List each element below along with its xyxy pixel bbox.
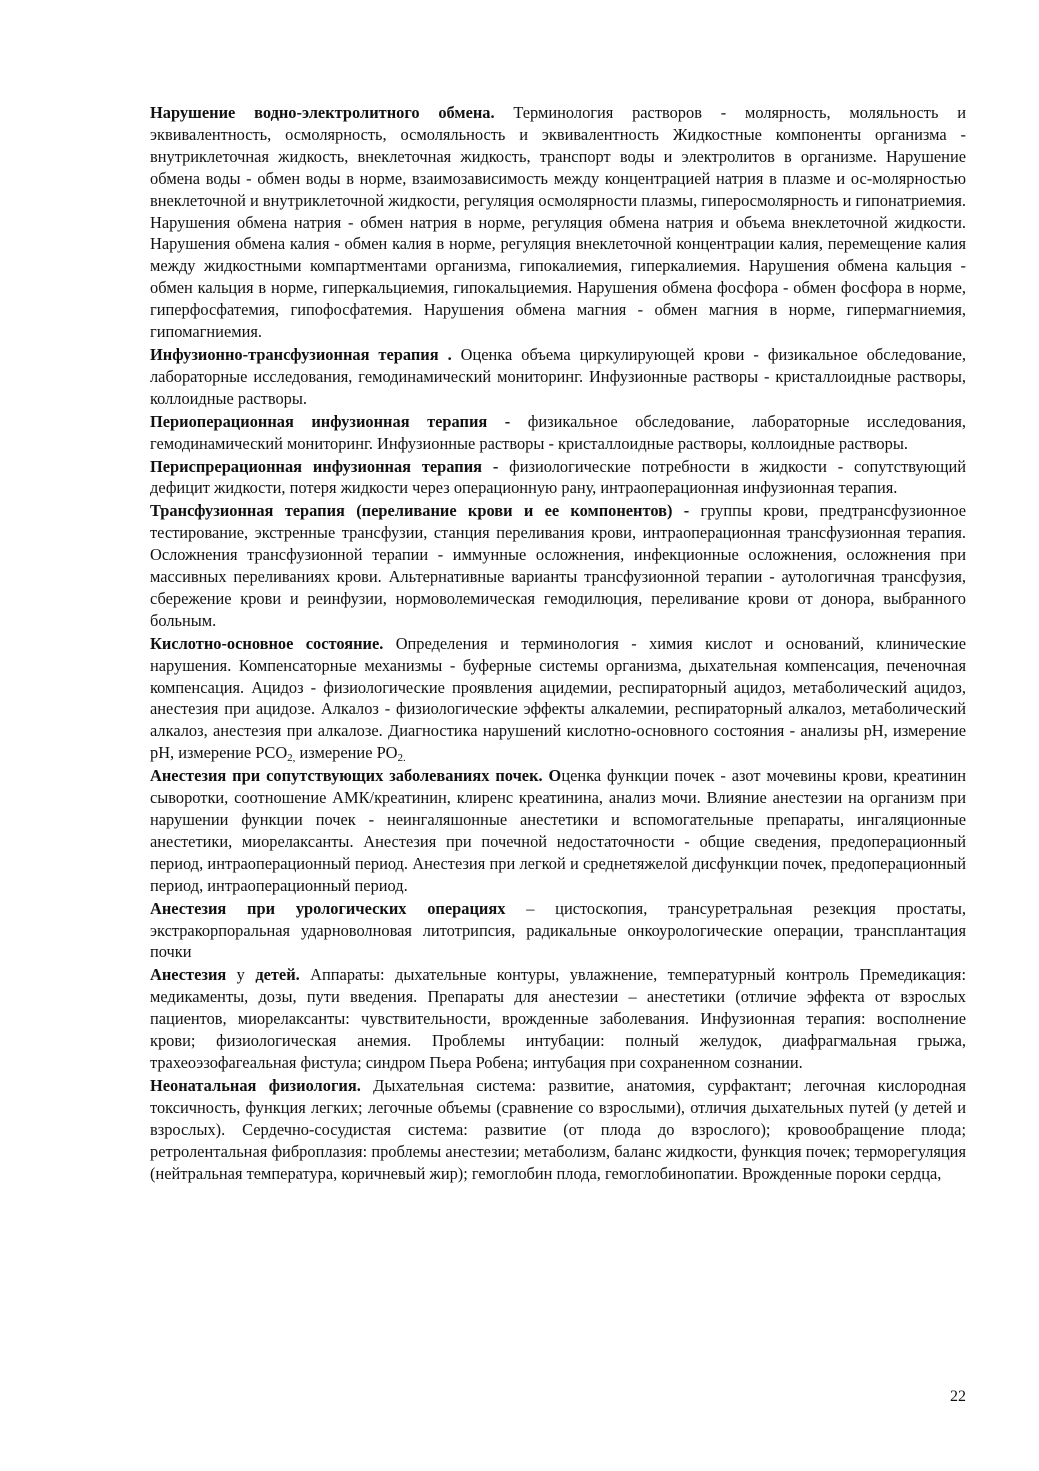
section-title: Неонатальная физиология. bbox=[150, 1075, 361, 1095]
subscript: 2. bbox=[397, 752, 406, 765]
section-text: Оценка объема циркулирующей крови - физикальное обследование, лабораторные исследования, гемодинамический мониторинг. Инфузионные растворы - кристаллоидные растворы, коллоидные растворы. bbox=[150, 344, 966, 408]
section-title: Кислотно-основное состояние. bbox=[150, 633, 384, 653]
page-number: 22 bbox=[950, 1388, 966, 1405]
section-transfusion-therapy bbox=[150, 500, 966, 631]
section-title: Нарушение водно-электролитного обмена. bbox=[150, 103, 495, 122]
section-title: Анестезия при сопутствующих заболеваниях почек. О bbox=[150, 766, 562, 786]
section-text: Аппараты: дыхательные контуры, увлажнение, температурный контроль Премедикация: медикаменты, дозы, пути введения. Препараты для анестезии – анестетики (отличие эффекта от взрослых пациентов, миорелаксанты: чувствительности, врожденные заболевания. Инфузионная терапия: восполнение крови; физиологическая анемия. Проблемы интубации: полный желудок, диафрагмальная грыжа, трахеоэзофагеальная фистула; синдром Пьера Робена; интубация при сохраненном сознании. bbox=[150, 965, 967, 1072]
section-renal-anesthesia bbox=[150, 765, 966, 896]
section-title: детей. bbox=[255, 965, 300, 985]
section-acid-base bbox=[150, 633, 966, 764]
section-text: физиологические потребности в жидкости - сопутствующий дефицит жидкости, потеря жидкости через операционную рану, интраоперационная инфузионная терапия. bbox=[150, 456, 966, 498]
section-text: у bbox=[226, 965, 256, 985]
section-neonatal-physiology bbox=[150, 1075, 966, 1185]
section-text: Определения и терминология - химия кислот и оснований, клинические нарушения. Компенсаторные механизмы - буферные системы организма, дыхательная компенсация, печеночная компенсация. Ацидоз - физиологические проявления ацидемии, респираторный ацидоз, метаболический ацидоз, анестезия при ацидозе. Алкалоз - физиологические эффекты алкалемии, респираторный алкалоз, метаболический алкалоз, анестезия при алкалозе. Диагностика нарушений кислотно-основного состояния - анализы pH, измерение pH, измерение PCO bbox=[150, 633, 966, 763]
section-infusion-transfusion bbox=[150, 344, 966, 410]
section-title: Периоперационная инфузионная терапия - bbox=[150, 411, 511, 431]
section-text: физикальное обследование, лабораторные исследования, гемодинамический мониторинг. Инфузионные растворы - кристаллоидные растворы, коллоидные растворы. bbox=[150, 411, 966, 453]
section-title: Периспрерационная инфузионная терапия - bbox=[150, 456, 499, 476]
section-text: Дыхательная система: развитие, анатомия, сурфактант; легочная кислородная токсичность, функция легких; легочные объемы (сравнение со взрослыми), отличия дыхательных путей (у детей и взрослых). Сердечно-сосудистая система: развитие (от плода до взрослого); кровообращение плода; ретролентальная фиброплазия: проблемы анестезии; метаболизм, баланс жидкости, функция почек; терморегуляция (нейтральная температура, коричневый жир); гемоглобин плода, гемоглобинопатии. Врожденные пороки сердца, bbox=[150, 1075, 967, 1183]
section-text: измерение PO bbox=[295, 743, 398, 763]
section-urologic-anesthesia bbox=[150, 898, 966, 964]
section-title: Анестезия при урологических операциях bbox=[150, 898, 506, 918]
section-text: – цистоскопия, трансуретральная резекция простаты, экстракорпоральная ударноволновая литотрипсия, радикальные онкоурологические операции, трансплантация почки bbox=[150, 898, 966, 962]
section-text: группы крови, предтрансфузионное тестирование, экстренные трансфузии, станция переливания крови, интраоперационная трансфузионная терапия. Осложнения трансфузионной терапии - иммунные осложнения, инфекционные осложнения, осложнения при массивных переливаниях крови. Альтернативные варианты трансфузионной терапии - аутологичная трансфузия, сбережение крови и реинфузии, нормоволемическая гемодилюция, переливание крови от донора, выбранного больным. bbox=[150, 501, 966, 630]
section-title: Инфузионно-трансфузионная терапия . bbox=[150, 344, 452, 364]
section-perisperational-infusion bbox=[150, 456, 966, 500]
section-text: Терминология растворов - молярность, моляльность и эквивалентность, осмолярность, осмоляльность и эквивалентность Жидкостные компоненты организма - внутриклеточная жидкость, внеклеточная жидкость, транспорт воды и электролитов в организме. Нарушение обмена воды - обмен воды в норме, взаимозависимость между концентрацией натрия в плазме и ос-молярностью внеклеточной и внутриклеточной жидкости, регуляция осмолярности плазмы, гиперосмолярность и гипонатриемия. Нарушения обмена натрия - обмен натрия в норме, регуляция обмена натрия и объема внеклеточной жидкости. Нарушения обмена калия - обмен калия в норме, регуляция внеклеточной концентрации калия, перемещение калия между жидкостными компартментами организма, гипокалиемия, гиперкалиемия. Нарушения обмена кальция - обмен кальция в норме, гиперкальциемия, гипокальциемия. Нарушения обмена фосфора - обмен фосфора в норме, гиперфосфатемия, гипофосфатемия. Нарушения обмена магния - обмен магния в норме, гипермагниемия, гипомагниемия. bbox=[150, 103, 966, 342]
section-water-electrolyte bbox=[150, 102, 966, 343]
section-pediatric-anesthesia bbox=[150, 964, 966, 1074]
section-title: Анестезия bbox=[150, 965, 227, 985]
section-text: ценка функции почек - азот мочевины крови, креатинин сыворотки, соотношение АМК/креатинин, клиренс креатинина, анализ мочи. Влияние анестезии на организм при нарушении функции почек - неингаляшонные анестетики и вспомогательные препараты, ингаляционные анестетики, миорелаксанты. Анестезия при почечной недостаточности - общие сведения, предоперационный период, интраоперационный период. Анестезия при легкой и среднетяжелой дисфункции почек, предоперационный период, интраоперационный период. bbox=[150, 766, 966, 895]
subscript: 2, bbox=[287, 752, 296, 765]
section-perioperative-infusion bbox=[150, 411, 966, 455]
page-body bbox=[150, 102, 966, 1185]
section-title: Трансфузионная терапия (переливание крови и ее компонентов) - bbox=[150, 501, 690, 521]
